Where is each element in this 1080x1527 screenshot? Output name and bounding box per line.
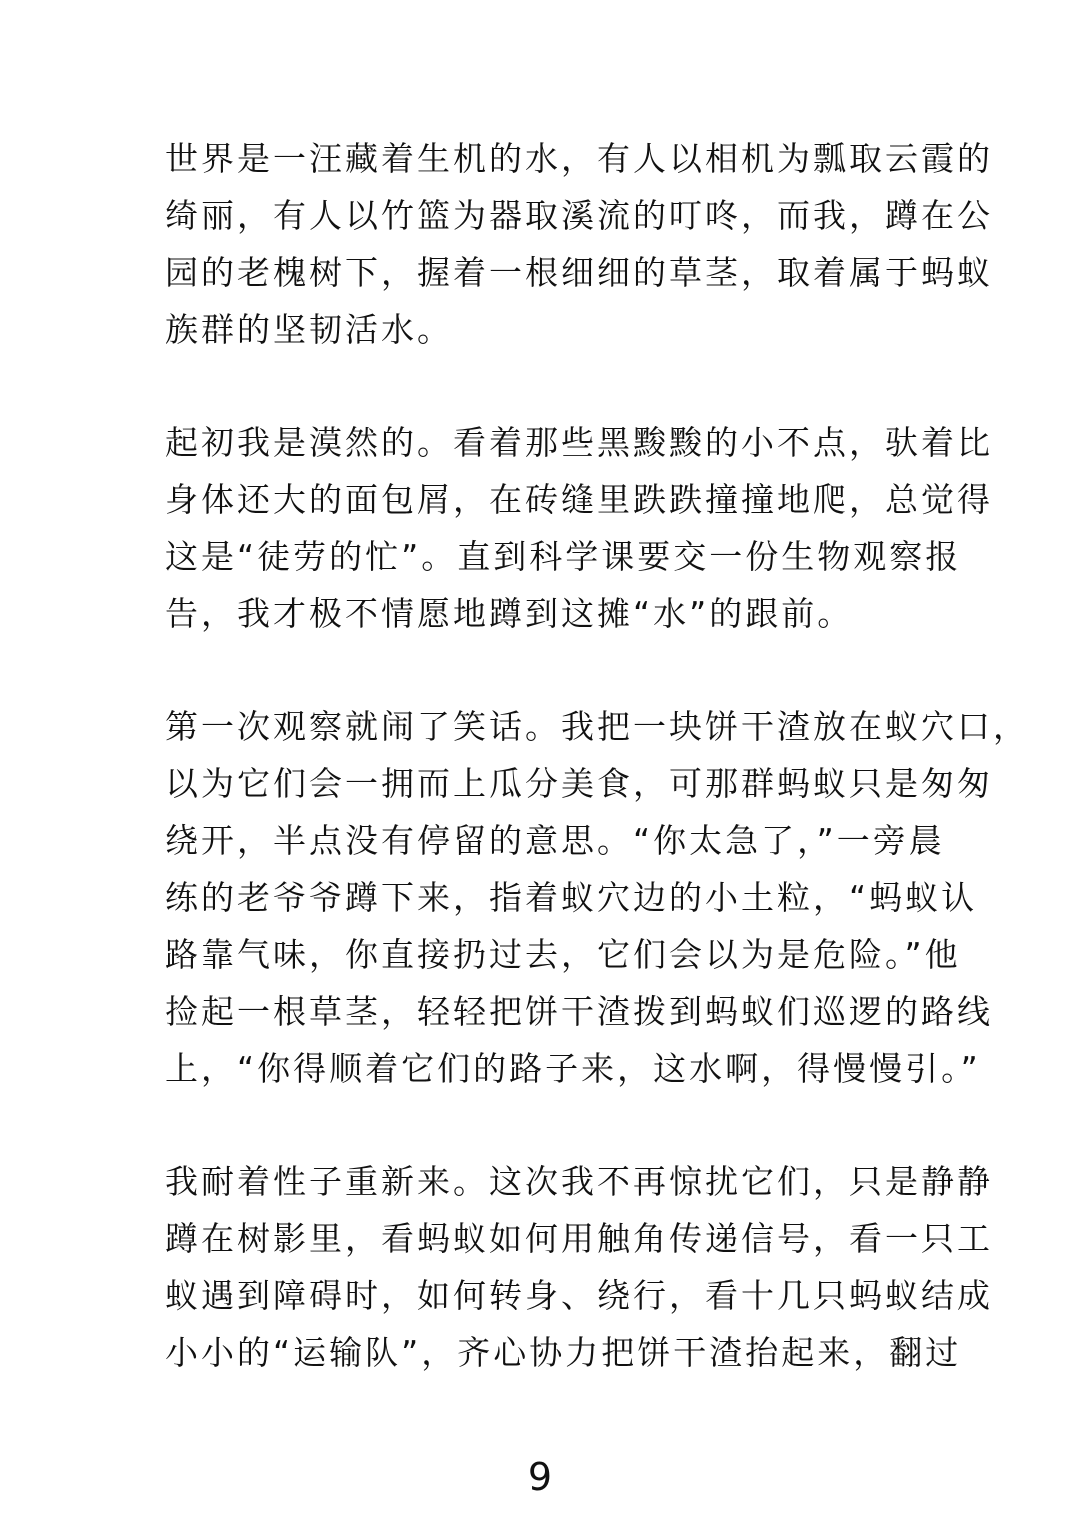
text-line: 以为它们会一拥而上瓜分美食，可那群蚂蚁只是匆匆	[165, 764, 993, 803]
text-line: 世界是一汪藏着生机的水，有人以相机为瓢取云霞的	[165, 139, 993, 178]
text-line: 小小的“运输队”，齐心协力把饼干渣抬起来，翻过	[165, 1333, 962, 1372]
paragraph-2	[165, 414, 993, 642]
text-line: 练的老爷爷蹲下来，指着蚁穴边的小土粒，“蚂蚁认	[165, 878, 978, 917]
text-line: 族群的坚韧活水。	[165, 310, 453, 349]
text-line: 第一次观察就闹了笑话。我把一块饼干渣放在蚁穴口，	[165, 707, 1029, 746]
text-line: 蹲在树影里，看蚂蚁如何用触角传递信号，看一只工	[165, 1219, 993, 1258]
text-line: 上，“你得顺着它们的路子来，这水啊，得慢慢引。”	[165, 1049, 981, 1088]
text-line: 路靠气味，你直接扔过去，它们会以为是危险。”他	[165, 935, 961, 974]
text-line: 起初我是漠然的。看着那些黑黢黢的小不点，驮着比	[165, 423, 993, 462]
paragraph-1	[165, 130, 993, 358]
text-line: 捡起一根草茎，轻轻把饼干渣拨到蚂蚁们巡逻的路线	[165, 992, 993, 1031]
paragraph-3	[165, 698, 1029, 1097]
text-line: 这是“徒劳的忙”。直到科学课要交一份生物观察报	[165, 537, 962, 576]
text-line: 蚁遇到障碍时，如何转身、绕行，看十几只蚂蚁结成	[165, 1276, 993, 1315]
body-text	[165, 130, 1029, 1437]
text-line: 我耐着性子重新来。这次我不再惊扰它们，只是静静	[165, 1162, 993, 1201]
text-line: 绮丽，有人以竹篮为器取溪流的叮咚，而我，蹲在公	[165, 196, 993, 235]
text-line: 园的老槐树下，握着一根细细的草茎，取着属于蚂蚁	[165, 253, 993, 292]
text-line: 告，我才极不情愿地蹲到这摊“水”的跟前。	[165, 594, 854, 633]
text-line: 绕开，半点没有停留的意思。“你太急了，”一旁晨	[165, 821, 945, 860]
paragraph-4	[165, 1153, 993, 1381]
page-number: 9	[527, 1455, 553, 1499]
text-line: 身体还大的面包屑，在砖缝里跌跌撞撞地爬，总觉得	[165, 480, 993, 519]
